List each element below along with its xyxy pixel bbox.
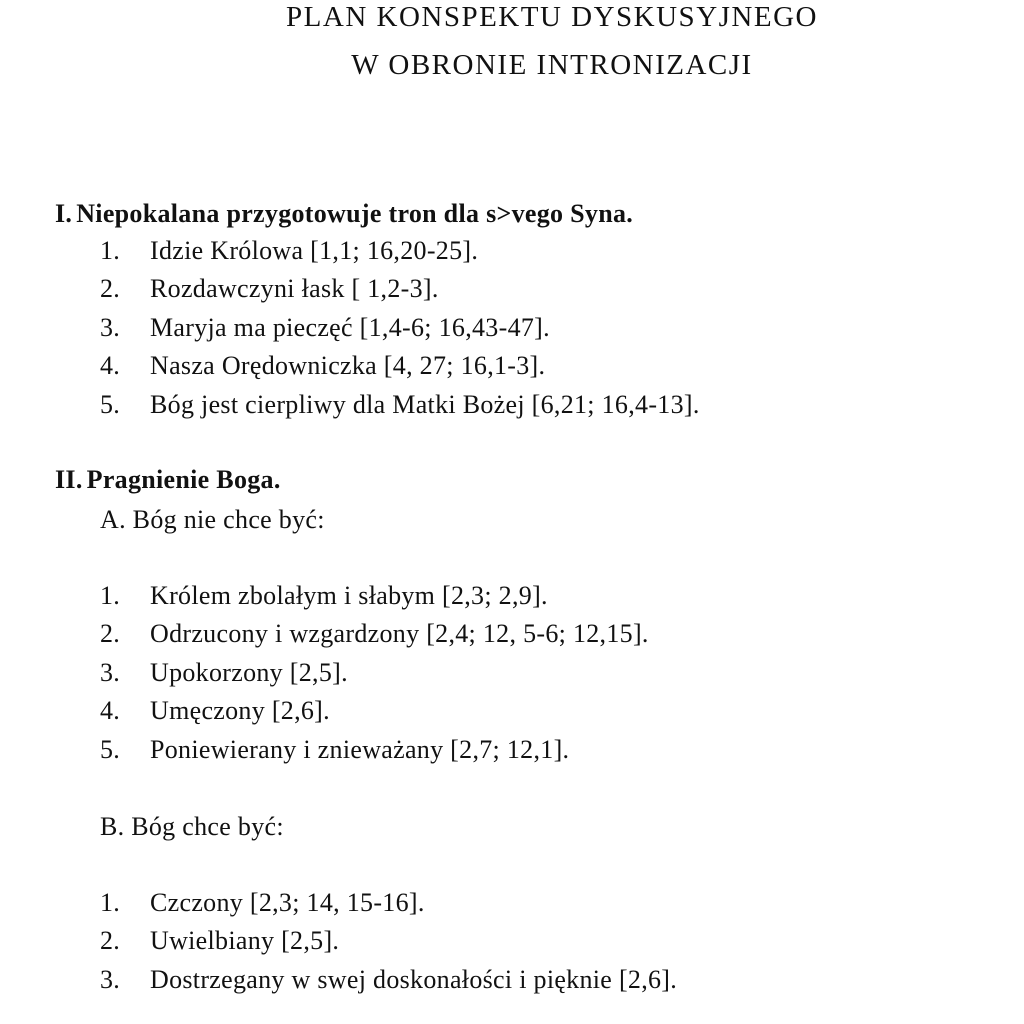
list-item — [100, 737, 569, 763]
list-item — [100, 276, 439, 302]
list-item-number: 5. — [100, 735, 121, 764]
section-1-heading — [55, 201, 633, 227]
subsection-a-label: A. Bóg nie chce być: — [100, 505, 325, 534]
list-item-text: Idzie Królowa [1,1; 16,20-25]. — [150, 236, 479, 265]
list-item-text: Nasza Orędowniczka [4, 27; 16,1-3]. — [150, 351, 546, 380]
list-item — [100, 392, 700, 418]
list-item-text: Uwielbiany [2,5]. — [150, 926, 340, 955]
section-1-numeral: I. — [55, 199, 73, 228]
list-item-text: Upokorzony [2,5]. — [150, 658, 348, 687]
section-1-heading-text: Niepokalana przygotowuje tron dla s>vego Syna. — [76, 199, 634, 228]
list-item-text: Odrzucony i wzgardzony [2,4; 12, 5-6; 12,15]. — [150, 619, 649, 648]
list-item-number: 2. — [100, 274, 121, 303]
list-item-text: Maryja ma pieczęć [1,4-6; 16,43-47]. — [150, 313, 550, 342]
list-item-number: 4. — [100, 696, 121, 725]
list-item-text: Poniewierany i znieważany [2,7; 12,1]. — [150, 735, 570, 764]
list-item-text: Dostrzegany w swej doskonałości i pięknie [2,6]. — [150, 965, 678, 994]
list-item-text: Królem zbolałym i słabym [2,3; 2,9]. — [150, 581, 548, 610]
list-item-number: 3. — [100, 658, 121, 687]
list-item — [100, 660, 348, 686]
list-item-text: Rozdawczyni łask [ 1,2-3]. — [150, 274, 439, 303]
page-title-line-1: PLAN KONSPEKTU DYSKUSYJNEGO — [286, 1, 818, 33]
list-item — [100, 315, 550, 341]
list-item-number: 2. — [100, 619, 121, 648]
list-item-text: Umęczony [2,6]. — [150, 696, 330, 725]
list-item-text: Bóg jest cierpliwy dla Matki Bożej [6,21; 16,4-13]. — [150, 390, 700, 419]
list-item-number: 1. — [100, 236, 121, 265]
list-item-number: 2. — [100, 926, 121, 955]
list-item-text: Czczony [2,3; 14, 15-16]. — [150, 888, 425, 917]
list-item — [100, 967, 677, 993]
list-item-number: 3. — [100, 313, 121, 342]
subsection-b-label: B. Bóg chce być: — [100, 812, 284, 841]
section-2-heading-text: Pragnienie Boga. — [86, 465, 281, 494]
list-item — [100, 583, 548, 609]
section-2-numeral: II. — [55, 465, 83, 494]
list-item — [100, 928, 339, 954]
list-item-number: 1. — [100, 581, 121, 610]
list-item-number: 1. — [100, 888, 121, 917]
section-2-heading — [55, 467, 281, 493]
list-item-number: 5. — [100, 390, 121, 419]
list-item — [100, 698, 330, 724]
list-item — [100, 238, 478, 264]
list-item-number: 4. — [100, 351, 121, 380]
list-item — [100, 621, 649, 647]
list-item — [100, 890, 425, 916]
list-item — [100, 353, 545, 379]
page-title-line-2: W OBRONIE INTRONIZACJI — [351, 49, 753, 81]
list-item-number: 3. — [100, 965, 121, 994]
